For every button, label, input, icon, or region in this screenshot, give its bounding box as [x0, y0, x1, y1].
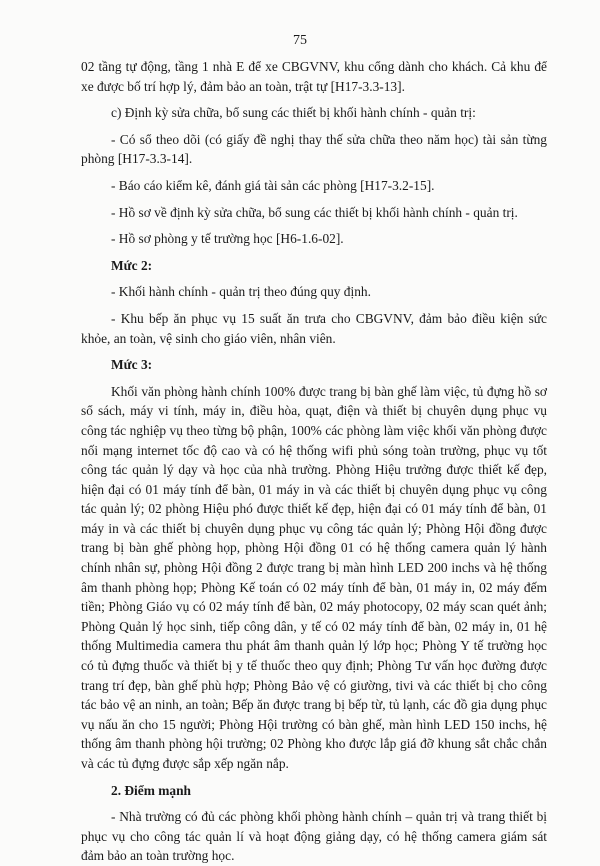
document-body — [81, 57, 547, 866]
level-3-heading: Mức 3: — [111, 357, 153, 373]
paragraph-inventory-report: - Báo cáo kiểm kê, đánh giá tài sản các phòng [H17-3.2-15]. — [111, 177, 435, 193]
paragraph-kitchen: - Khu bếp ăn phục vụ 15 suất ăn trưa cho CBGVNV, đảm bảo điều kiện sức khỏe, an toàn, vệ sinh cho giáo viên, nhân viên. — [81, 310, 547, 346]
paragraph-strengths: - Nhà trường có đủ các phòng khối phòng hành chính – quản trị và trang thiết bị phục vụ cho công tác quản lí và hoạt động giảng dạy, có hệ thống camera giám sát đảm bảo an toàn trường học. — [81, 809, 547, 864]
paragraph-parking: 02 tầng tự động, tầng 1 nhà E để xe CBGVNV, khu cổng dành cho khách. Cả khu để xe được bố trí hợp lý, đảm bảo an toàn, trật tự [H17-3.3-13]. — [81, 59, 547, 94]
level-2-heading: Mức 2: — [111, 257, 153, 273]
paragraph-medical-records: - Hồ sơ phòng y tế trường học [H6-1.6-02]. — [111, 231, 344, 247]
paragraph-admin-block: - Khối hành chính - quản trị theo đúng quy định. — [111, 284, 371, 300]
paragraph-maintenance-heading: c) Định kỳ sửa chữa, bổ sung các thiết bị khối hành chính - quản trị: — [111, 105, 476, 121]
paragraph-asset-log: - Có sổ theo dõi (có giấy đề nghị thay thế sửa chữa theo năm học) tài sản từng phòng [H17-3.3-14]. — [81, 131, 547, 167]
strengths-heading: 2. Điểm mạnh — [111, 782, 191, 798]
paragraph-repair-records: - Hồ sơ về định kỳ sửa chữa, bổ sung các thiết bị khối hành chính - quản trị. — [111, 204, 518, 220]
paragraph-office-equipment: Khối văn phòng hành chính 100% được trang bị bàn ghế làm việc, tủ đựng hồ sơ sổ sách, máy vi tính, máy in, điều hòa, quạt, điện và thiết bị chuyên dụng phục vụ công tác nghiệp vụ theo từng bộ phận, 100% các phòng làm việc khối văn phòng được nối mạng internet tốc độ cao và có hệ thống wifi phủ sóng toàn trường, phục vụ tốt công tác quản lý dạy và học của nhà trường. Phòng Hiệu trưởng được thiết kế đẹp, hiện đại có 01 máy tính để bàn, 01 máy in và các thiết bị chuyên dụng phục vụ công tác quản lý; 02 phòng Hiệu phó được thiết kế đẹp, hiện đại có 01 máy tính để bàn, 01 máy in và các thiết bị chuyên dụng phục vụ công tác quản lý; Phòng Hội đồng được trang bị bàn ghế phòng họp, phòng Hội đồng 01 có hệ thống camera quản lý hành chính nhân sự, phòng Hội đồng 2 được trang bị màn hình LED 200 inchs và hệ thống âm thanh phòng họp; Phòng Kế toán có 02 máy tính để bàn, 01 máy in, 02 máy đếm tiền; Phòng Giáo vụ có 02 máy tính để bàn, 02 máy photocopy, 02 máy scan quét ảnh; Phòng Quản lý học sinh, tiếp công dân, y tế có 02 máy tính để bàn, 02 máy in, 01 hệ thống Multimedia camera thu phát âm thanh quản lý lớp học; Phòng Y tế trường học có tủ đựng thuốc và thiết bị y tế thuốc theo quy định; Phòng Tư vấn học đường được trang trí đẹp, bàn ghế phù hợp; Phòng Bảo vệ có giường, tivi và các thiết bị cho công tác bảo vệ an ninh, an toàn; Bếp ăn được trang bị bếp từ, tủ lạnh, các đồ gia dụng phục vụ nấu ăn cho 15 người; Phòng Hội trường có bàn ghế, màn hình LED 150 inchs, hệ thống âm thanh phòng hội trường; 02 Phòng kho được lắp giá đỡ khung sắt chắc chắn và các tủ đựng được sắp xếp ngăn nắp. — [81, 383, 547, 771]
page-number: 75 — [293, 33, 307, 48]
